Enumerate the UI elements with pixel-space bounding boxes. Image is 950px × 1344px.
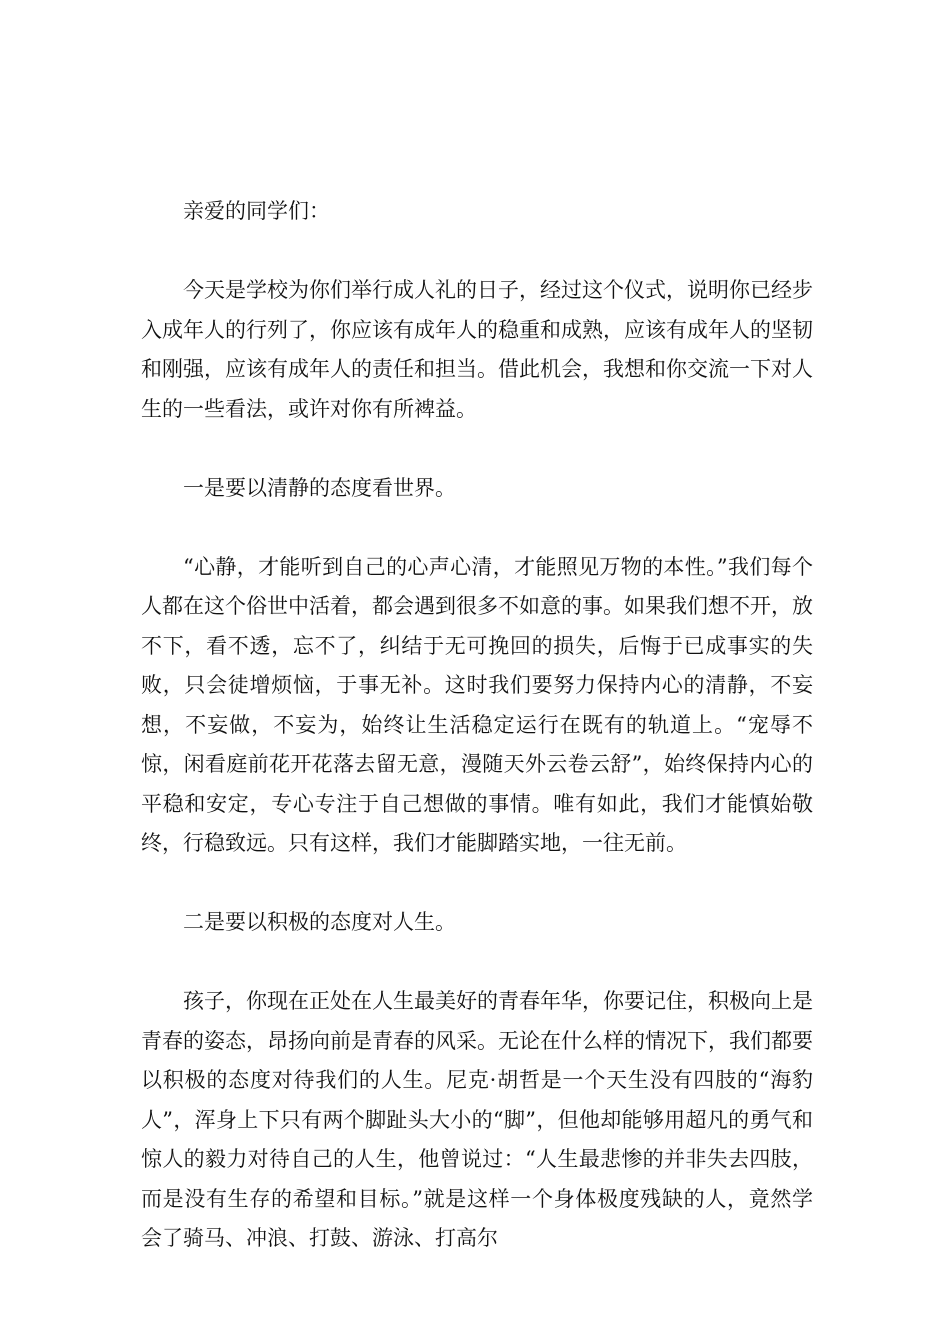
paragraph-section-2: 孩子，你现在正处在人生最美好的青春年华，你要记住，积极向上是青春的姿态，昂扬向前是青春的风采。无论在什么样的情况下，我们都要以积极的态度对待我们的人生。尼克·胡哲是一个天生没有四肢的“海豹人”，浑身上下只有两个脚趾头大小的“脚”，但他却能够用超凡的勇气和惊人的毅力对待自己的人生，他曾说过：“人生最悲惨的并非失去四肢，而是没有生存的希望和目标。”就是这样一个身体极度残缺的人，竟然学会了骑马、冲浪、打鼓、游泳、打高尔: [141, 989, 813, 1250]
paragraph-intro: 今天是学校为你们举行成人礼的日子，经过这个仪式，说明你已经步入成年人的行列了，你应该有成年人的稳重和成熟，应该有成年人的坚韧和刚强，应该有成年人的责任和担当。借此机会，我想和你交流一下对人生的一些看法，或许对你有所裨益。: [141, 278, 813, 421]
section-heading-2: 二是要以积极的态度对人生。: [183, 910, 456, 934]
document-body: [141, 192, 813, 1298]
paragraph-section-1: “心静，才能听到自己的心声心清，才能照见万物的本性。”我们每个人都在这个俗世中活着，都会遇到很多不如意的事。如果我们想不开，放不下，看不透，忘不了，纠结于无可挽回的损失，后悔于已成事实的失败，只会徒增烦恼，于事无补。这时我们要努力保持内心的清静，不妄想，不妄做，不妄为，始终让生活稳定运行在既有的轨道上。“宠辱不惊，闲看庭前花开花落去留无意，漫随天外云卷云舒”，始终保持内心的平稳和安定，专心专注于自己想做的事情。唯有如此，我们才能慎始敬终，行稳致远。只有这样，我们才能脚踏实地，一往无前。: [141, 554, 813, 855]
section-heading-1: 一是要以清静的态度看世界。: [183, 475, 456, 500]
greeting: 亲爱的同学们：: [183, 199, 330, 223]
